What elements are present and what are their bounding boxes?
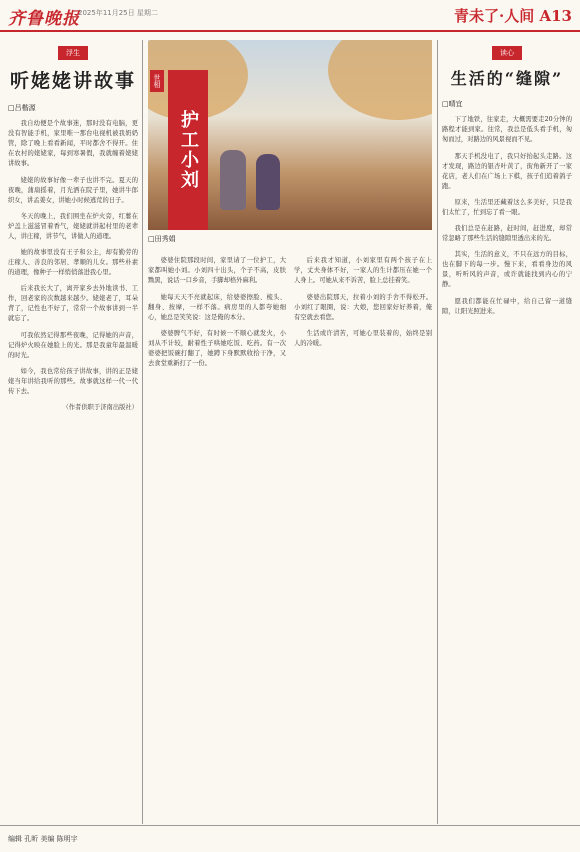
article-right <box>442 40 572 824</box>
page-footer <box>0 825 580 852</box>
paragraph: 愿我们都能在忙碌中，给自己留一道缝隙，让阳光照进来。 <box>442 297 572 315</box>
paragraph: 后来我才知道，小刘家里有两个孩子在上学，丈夫身体不好，一家人的生计都压在她一个人身上。可她从来不诉苦，脸上总挂着笑。 <box>294 257 432 285</box>
paragraph: 如今，我也常给孩子讲故事，讲的正是姥姥当年讲给我听的那些。故事就这样一代一代传下去。 <box>8 368 138 396</box>
paragraph: 婆婆出院那天，拉着小刘的手舍不得松开。小刘红了眼圈，说：大娘，您回家好好养着，俺有空就去看您。 <box>294 293 432 321</box>
paragraph: 她每天天不亮就起床，给婆婆擦脸、梳头、翻身、按摩，一样不落。病房里的人都夸她细心，她总是笑笑说：这是俺的本分。 <box>148 293 286 321</box>
column-tag: 浮生 <box>58 46 88 60</box>
paragraph: 我们总是在赶路，赶时间，赶进度，却常常忽略了那些生活的缝隙里透出来的光。 <box>442 225 572 243</box>
article-author: □晴宜 <box>442 100 463 108</box>
editor-credits: 编辑 孔昕 美编 陈明宇 <box>8 835 78 843</box>
paragraph: 后来我长大了，离开家乡去外地读书、工作，回老家的次数越来越少。姥姥老了，耳朵背了，记性也不好了，常常一个故事讲到一半就忘了。 <box>8 285 138 323</box>
paragraph: 姥姥的故事好像一辈子也讲不完。夏天的夜晚，蒲扇摇着，月光洒在院子里，她讲牛郎织女，讲孟姜女，讲她小时候逃荒的日子。 <box>8 176 138 204</box>
article-author: □田秀娟 <box>148 235 176 243</box>
person-figure <box>256 154 280 210</box>
paragraph: 婆婆脾气不好，有时候一不顺心就发火，小刘从不计较，耐着性子哄她吃饭、吃药。有一次婆婆把饭碗打翻了，她蹲下身默默收拾干净，又去食堂重新打了一份。 <box>148 329 286 367</box>
paragraph: 我自幼便是个故事迷，那时没有电脑，更没有智能手机，家里唯一那台电视机被我奶奶管，除了晚上看看新闻，平时都舍不得开。住在农村的姥姥家，每到寒暑假，我就缠着姥姥讲故事。 <box>8 120 138 168</box>
column-tag: 读心 <box>492 46 522 60</box>
column-tag: 世相 <box>150 70 164 92</box>
person-figure <box>220 150 246 210</box>
article-left <box>8 40 138 824</box>
paragraph: 其实，生活的意义，不只在远方的目标，也在脚下的每一步。慢下来，看看身边的风景，听听风的声音，或许就能找到内心的宁静。 <box>442 251 572 289</box>
paragraph: 冬天的晚上，我们围坐在炉火旁，红薯在炉盖上滋滋冒着香气，姥姥就讲起村里的老辈人，讲庄稼，讲节气，讲做人的道理。 <box>8 212 138 240</box>
article-title: 生活的“缝隙” <box>450 69 564 88</box>
page-header <box>0 0 580 32</box>
article-title: 听姥姥讲故事 <box>9 70 136 92</box>
paragraph: 那天手机没电了，我只好抬起头走路。这才发现，路边的银杏叶黄了，街角新开了一家花店，老人们在广场上下棋，孩子们追着鸽子跑。 <box>442 152 572 190</box>
paragraph: 下了地铁，往家走，大概需要走20分钟的路程才能到家。往常，我总是低头看手机，匆匆而过，对路边的风景视而不见。 <box>442 116 572 144</box>
author-credit: （作者供职于济南出版社） <box>62 404 138 412</box>
paragraph: 她的故事里没有王子和公主，却有勤劳的庄稼人、善良的邻居、孝顺的儿女。那些朴素的道理，像种子一样悄悄落进我心里。 <box>8 249 138 277</box>
column-divider <box>437 40 438 824</box>
paragraph: 生活或许清苦，可她心里装着的，始终是别人的冷暖。 <box>294 329 432 347</box>
issue-date: 2025年11月25日 星期二 <box>78 9 158 17</box>
article-title: 护工小刘 <box>168 70 208 230</box>
article-author: □吕楷源 <box>8 104 36 112</box>
paragraph: 可我依然记得那些夜晚，记得她的声音，记得炉火映在她脸上的光。那是我童年最温暖的时光。 <box>8 331 138 359</box>
paragraph: 原来，生活里还藏着这么多美好，只是我们太忙了，忙到忘了看一眼。 <box>442 198 572 216</box>
masthead: 齐鲁晚报 <box>8 9 80 29</box>
column-divider <box>142 40 143 824</box>
paragraph: 婆婆住院那段时间，家里请了一位护工，大家都叫她小刘。小刘四十出头，个子不高，皮肤黝黑，说话一口乡音，手脚却格外麻利。 <box>148 257 286 285</box>
section-title: 青未了·人间 A13 <box>454 7 572 25</box>
